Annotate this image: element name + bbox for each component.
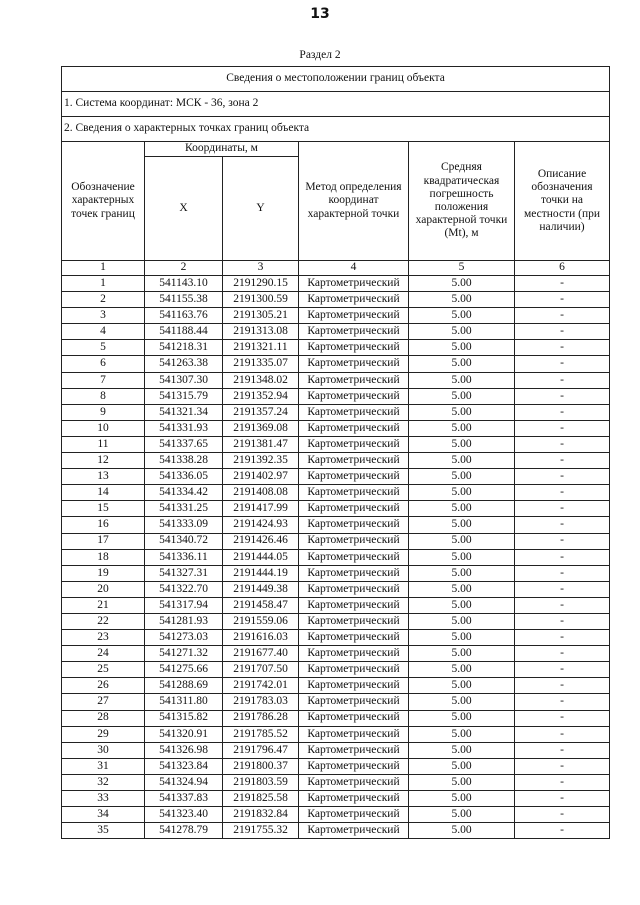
point-number-cell: 23 (62, 630, 145, 646)
y-coordinate-cell: 2191783.03 (223, 694, 299, 710)
point-number-cell: 1 (62, 276, 145, 292)
header-method: Метод определения координат характерной точки (299, 142, 409, 261)
error-cell: 5.00 (409, 388, 515, 404)
x-coordinate-cell: 541278.79 (145, 823, 223, 839)
x-coordinate-cell: 541331.25 (145, 501, 223, 517)
table-row (62, 823, 610, 839)
method-cell: Картометрический (299, 372, 409, 388)
error-cell: 5.00 (409, 630, 515, 646)
description-cell: - (515, 807, 610, 823)
header-y: Y (223, 157, 299, 261)
x-coordinate-cell: 541320.91 (145, 726, 223, 742)
error-cell: 5.00 (409, 340, 515, 356)
point-number-cell: 10 (62, 420, 145, 436)
description-cell: - (515, 292, 610, 308)
y-coordinate-cell: 2191300.59 (223, 292, 299, 308)
x-coordinate-cell: 541336.11 (145, 549, 223, 565)
point-number-cell: 3 (62, 308, 145, 324)
error-cell: 5.00 (409, 501, 515, 517)
error-cell: 5.00 (409, 597, 515, 613)
header-designation: Обозначение характерных точек границ (62, 142, 145, 261)
x-coordinate-cell: 541317.94 (145, 597, 223, 613)
y-coordinate-cell: 2191800.37 (223, 758, 299, 774)
y-coordinate-cell: 2191426.46 (223, 533, 299, 549)
point-number-cell: 12 (62, 453, 145, 469)
method-cell: Картометрический (299, 597, 409, 613)
method-cell: Картометрический (299, 533, 409, 549)
method-cell: Картометрический (299, 726, 409, 742)
method-cell: Картометрический (299, 404, 409, 420)
method-cell: Картометрический (299, 758, 409, 774)
y-coordinate-cell: 2191796.47 (223, 742, 299, 758)
y-coordinate-cell: 2191424.93 (223, 517, 299, 533)
column-number-row (62, 261, 610, 276)
method-cell: Картометрический (299, 276, 409, 292)
x-coordinate-cell: 541331.93 (145, 420, 223, 436)
header-error: Средняя квадратическая погрешность положения характерной точки (Mt), м (409, 142, 515, 261)
error-cell: 5.00 (409, 436, 515, 452)
y-coordinate-cell: 2191803.59 (223, 774, 299, 790)
method-cell: Картометрический (299, 436, 409, 452)
x-coordinate-cell: 541338.28 (145, 453, 223, 469)
method-cell: Картометрический (299, 662, 409, 678)
error-cell: 5.00 (409, 791, 515, 807)
error-cell: 5.00 (409, 646, 515, 662)
column-number: 4 (299, 261, 409, 276)
method-cell: Картометрический (299, 807, 409, 823)
table-row (62, 436, 610, 452)
y-coordinate-cell: 2191357.24 (223, 404, 299, 420)
description-cell: - (515, 694, 610, 710)
y-coordinate-cell: 2191402.97 (223, 469, 299, 485)
y-coordinate-cell: 2191616.03 (223, 630, 299, 646)
method-cell: Картометрический (299, 324, 409, 340)
description-cell: - (515, 597, 610, 613)
x-coordinate-cell: 541333.09 (145, 517, 223, 533)
point-number-cell: 28 (62, 710, 145, 726)
method-cell: Картометрический (299, 340, 409, 356)
method-cell: Картометрический (299, 742, 409, 758)
error-cell: 5.00 (409, 823, 515, 839)
table-caption: Сведения о местоположении границ объекта (62, 67, 610, 92)
y-coordinate-cell: 2191742.01 (223, 678, 299, 694)
method-cell: Картометрический (299, 581, 409, 597)
point-number-cell: 35 (62, 823, 145, 839)
table-row (62, 292, 610, 308)
y-coordinate-cell: 2191449.38 (223, 581, 299, 597)
error-cell: 5.00 (409, 372, 515, 388)
y-coordinate-cell: 2191559.06 (223, 613, 299, 629)
description-cell: - (515, 533, 610, 549)
y-coordinate-cell: 2191677.40 (223, 646, 299, 662)
error-cell: 5.00 (409, 742, 515, 758)
table-row (62, 372, 610, 388)
table-row (62, 533, 610, 549)
point-number-cell: 11 (62, 436, 145, 452)
table-row (62, 613, 610, 629)
table-row (62, 758, 610, 774)
table-row (62, 678, 610, 694)
table-row (62, 308, 610, 324)
x-coordinate-cell: 541188.44 (145, 324, 223, 340)
table-row (62, 710, 610, 726)
error-cell: 5.00 (409, 533, 515, 549)
x-coordinate-cell: 541288.69 (145, 678, 223, 694)
error-cell: 5.00 (409, 485, 515, 501)
y-coordinate-cell: 2191321.11 (223, 340, 299, 356)
error-cell: 5.00 (409, 356, 515, 372)
y-coordinate-cell: 2191335.07 (223, 356, 299, 372)
point-number-cell: 27 (62, 694, 145, 710)
y-coordinate-cell: 2191785.52 (223, 726, 299, 742)
description-cell: - (515, 613, 610, 629)
point-number-cell: 7 (62, 372, 145, 388)
description-cell: - (515, 630, 610, 646)
y-coordinate-cell: 2191458.47 (223, 597, 299, 613)
description-cell: - (515, 276, 610, 292)
table-row (62, 485, 610, 501)
table-row (62, 662, 610, 678)
x-coordinate-cell: 541281.93 (145, 613, 223, 629)
x-coordinate-cell: 541163.76 (145, 308, 223, 324)
y-coordinate-cell: 2191348.02 (223, 372, 299, 388)
description-cell: - (515, 340, 610, 356)
point-number-cell: 15 (62, 501, 145, 517)
error-cell: 5.00 (409, 276, 515, 292)
x-coordinate-cell: 541323.84 (145, 758, 223, 774)
point-number-cell: 32 (62, 774, 145, 790)
method-cell: Картометрический (299, 501, 409, 517)
column-number: 6 (515, 261, 610, 276)
error-cell: 5.00 (409, 694, 515, 710)
table-row (62, 791, 610, 807)
point-number-cell: 2 (62, 292, 145, 308)
description-cell: - (515, 758, 610, 774)
table-row (62, 517, 610, 533)
error-cell: 5.00 (409, 420, 515, 436)
description-cell: - (515, 453, 610, 469)
x-coordinate-cell: 541218.31 (145, 340, 223, 356)
error-cell: 5.00 (409, 774, 515, 790)
error-cell: 5.00 (409, 404, 515, 420)
method-cell: Картометрический (299, 678, 409, 694)
description-cell: - (515, 388, 610, 404)
y-coordinate-cell: 2191369.08 (223, 420, 299, 436)
error-cell: 5.00 (409, 308, 515, 324)
y-coordinate-cell: 2191408.08 (223, 485, 299, 501)
error-cell: 5.00 (409, 662, 515, 678)
method-cell: Картометрический (299, 694, 409, 710)
method-cell: Картометрический (299, 517, 409, 533)
x-coordinate-cell: 541324.94 (145, 774, 223, 790)
table-row (62, 404, 610, 420)
description-cell: - (515, 356, 610, 372)
y-coordinate-cell: 2191305.21 (223, 308, 299, 324)
point-number-cell: 5 (62, 340, 145, 356)
coord-system-line: 1. Система координат: МСК - 36, зона 2 (62, 92, 610, 117)
x-coordinate-cell: 541336.05 (145, 469, 223, 485)
method-cell: Картометрический (299, 613, 409, 629)
x-coordinate-cell: 541315.79 (145, 388, 223, 404)
error-cell: 5.00 (409, 710, 515, 726)
x-coordinate-cell: 541323.40 (145, 807, 223, 823)
table-row (62, 565, 610, 581)
table-row (62, 549, 610, 565)
method-cell: Картометрический (299, 388, 409, 404)
column-number: 2 (145, 261, 223, 276)
point-number-cell: 34 (62, 807, 145, 823)
table-row (62, 726, 610, 742)
point-number-cell: 19 (62, 565, 145, 581)
table-row (62, 774, 610, 790)
table-row (62, 597, 610, 613)
method-cell: Картометрический (299, 469, 409, 485)
description-cell: - (515, 581, 610, 597)
error-cell: 5.00 (409, 726, 515, 742)
error-cell: 5.00 (409, 613, 515, 629)
point-number-cell: 29 (62, 726, 145, 742)
method-cell: Картометрический (299, 565, 409, 581)
x-coordinate-cell: 541143.10 (145, 276, 223, 292)
point-number-cell: 25 (62, 662, 145, 678)
column-number: 1 (62, 261, 145, 276)
table-row (62, 276, 610, 292)
method-cell: Картометрический (299, 485, 409, 501)
y-coordinate-cell: 2191707.50 (223, 662, 299, 678)
x-coordinate-cell: 541327.31 (145, 565, 223, 581)
table-row (62, 356, 610, 372)
description-cell: - (515, 726, 610, 742)
point-number-cell: 24 (62, 646, 145, 662)
x-coordinate-cell: 541155.38 (145, 292, 223, 308)
point-number-cell: 18 (62, 549, 145, 565)
point-number-cell: 20 (62, 581, 145, 597)
y-coordinate-cell: 2191444.19 (223, 565, 299, 581)
error-cell: 5.00 (409, 678, 515, 694)
x-coordinate-cell: 541275.66 (145, 662, 223, 678)
description-cell: - (515, 646, 610, 662)
table-row (62, 646, 610, 662)
table-row (62, 453, 610, 469)
error-cell: 5.00 (409, 517, 515, 533)
header-description: Описание обозначения точки на местности (при наличии) (515, 142, 610, 261)
table-row (62, 469, 610, 485)
point-number-cell: 22 (62, 613, 145, 629)
method-cell: Картометрический (299, 308, 409, 324)
error-cell: 5.00 (409, 758, 515, 774)
y-coordinate-cell: 2191417.99 (223, 501, 299, 517)
method-cell: Картометрический (299, 791, 409, 807)
x-coordinate-cell: 541311.80 (145, 694, 223, 710)
description-cell: - (515, 485, 610, 501)
method-cell: Картометрический (299, 710, 409, 726)
description-cell: - (515, 710, 610, 726)
x-coordinate-cell: 541337.65 (145, 436, 223, 452)
table-row (62, 501, 610, 517)
method-cell: Картометрический (299, 420, 409, 436)
page-number: 13 (310, 6, 330, 22)
x-coordinate-cell: 541337.83 (145, 791, 223, 807)
table-row (62, 807, 610, 823)
x-coordinate-cell: 541322.70 (145, 581, 223, 597)
description-cell: - (515, 372, 610, 388)
description-cell: - (515, 517, 610, 533)
error-cell: 5.00 (409, 549, 515, 565)
table-row (62, 340, 610, 356)
x-coordinate-cell: 541263.38 (145, 356, 223, 372)
point-number-cell: 30 (62, 742, 145, 758)
error-cell: 5.00 (409, 453, 515, 469)
point-number-cell: 16 (62, 517, 145, 533)
column-number: 5 (409, 261, 515, 276)
point-number-cell: 4 (62, 324, 145, 340)
section-title: Раздел 2 (299, 49, 341, 61)
y-coordinate-cell: 2191832.84 (223, 807, 299, 823)
description-cell: - (515, 549, 610, 565)
x-coordinate-cell: 541340.72 (145, 533, 223, 549)
points-heading: 2. Сведения о характерных точках границ объекта (62, 117, 610, 142)
x-coordinate-cell: 541307.30 (145, 372, 223, 388)
point-number-cell: 9 (62, 404, 145, 420)
description-cell: - (515, 678, 610, 694)
description-cell: - (515, 501, 610, 517)
table-row (62, 420, 610, 436)
description-cell: - (515, 469, 610, 485)
header-x: X (145, 157, 223, 261)
y-coordinate-cell: 2191290.15 (223, 276, 299, 292)
description-cell: - (515, 324, 610, 340)
x-coordinate-cell: 541321.34 (145, 404, 223, 420)
y-coordinate-cell: 2191352.94 (223, 388, 299, 404)
header-coordinates: Координаты, м (145, 142, 299, 157)
y-coordinate-cell: 2191381.47 (223, 436, 299, 452)
x-coordinate-cell: 541271.32 (145, 646, 223, 662)
description-cell: - (515, 774, 610, 790)
description-cell: - (515, 742, 610, 758)
point-number-cell: 17 (62, 533, 145, 549)
table-row (62, 581, 610, 597)
method-cell: Картометрический (299, 774, 409, 790)
x-coordinate-cell: 541273.03 (145, 630, 223, 646)
y-coordinate-cell: 2191825.58 (223, 791, 299, 807)
x-coordinate-cell: 541326.98 (145, 742, 223, 758)
method-cell: Картометрический (299, 549, 409, 565)
x-coordinate-cell: 541315.82 (145, 710, 223, 726)
description-cell: - (515, 823, 610, 839)
point-number-cell: 21 (62, 597, 145, 613)
point-number-cell: 33 (62, 791, 145, 807)
method-cell: Картометрический (299, 823, 409, 839)
method-cell: Картометрический (299, 356, 409, 372)
y-coordinate-cell: 2191755.32 (223, 823, 299, 839)
y-coordinate-cell: 2191786.28 (223, 710, 299, 726)
description-cell: - (515, 436, 610, 452)
description-cell: - (515, 791, 610, 807)
method-cell: Картометрический (299, 453, 409, 469)
x-coordinate-cell: 541334.42 (145, 485, 223, 501)
point-number-cell: 8 (62, 388, 145, 404)
description-cell: - (515, 662, 610, 678)
error-cell: 5.00 (409, 565, 515, 581)
point-number-cell: 14 (62, 485, 145, 501)
column-number: 3 (223, 261, 299, 276)
description-cell: - (515, 420, 610, 436)
error-cell: 5.00 (409, 581, 515, 597)
description-cell: - (515, 308, 610, 324)
error-cell: 5.00 (409, 292, 515, 308)
table-row (62, 324, 610, 340)
boundary-points-table (61, 66, 610, 839)
table-row (62, 630, 610, 646)
method-cell: Картометрический (299, 292, 409, 308)
table-row (62, 694, 610, 710)
table-row (62, 388, 610, 404)
error-cell: 5.00 (409, 469, 515, 485)
method-cell: Картометрический (299, 630, 409, 646)
y-coordinate-cell: 2191313.08 (223, 324, 299, 340)
point-number-cell: 6 (62, 356, 145, 372)
y-coordinate-cell: 2191392.35 (223, 453, 299, 469)
table-row (62, 742, 610, 758)
y-coordinate-cell: 2191444.05 (223, 549, 299, 565)
point-number-cell: 31 (62, 758, 145, 774)
description-cell: - (515, 565, 610, 581)
error-cell: 5.00 (409, 324, 515, 340)
point-number-cell: 26 (62, 678, 145, 694)
description-cell: - (515, 404, 610, 420)
error-cell: 5.00 (409, 807, 515, 823)
method-cell: Картометрический (299, 646, 409, 662)
point-number-cell: 13 (62, 469, 145, 485)
